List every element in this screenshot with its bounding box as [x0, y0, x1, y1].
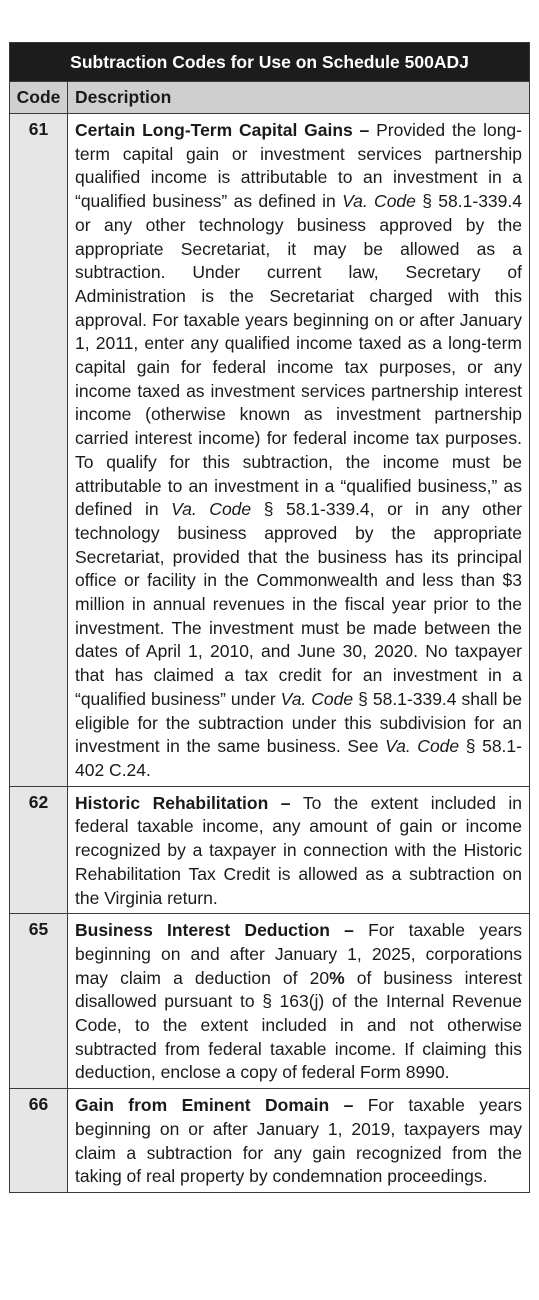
table-row — [10, 113, 529, 786]
row-code: 62 — [10, 787, 68, 914]
statute-reference: Va. Code — [342, 191, 416, 212]
row-lead-title: Certain Long-Term Capital Gains – — [75, 120, 377, 140]
row-lead-title: Historic Rehabilitation – — [75, 792, 303, 813]
subtraction-codes-table — [9, 42, 530, 1193]
table-row — [10, 913, 529, 1088]
row-lead-title: Gain from Eminent Domain – — [75, 1095, 368, 1116]
row-text: Provided the long-term capital gain or investment services partnership qualified income is attributable to an investment in a “qualified business” as defined in — [75, 120, 522, 212]
row-description — [68, 914, 529, 1088]
row-description — [68, 787, 529, 914]
row-text: of business interest disallowed pursuant to § 163(j) of the Internal Revenue Code, to the extent included in and not otherwise subtracted from federal taxable income. If claiming this deduction, enclose a copy of federal Form 8990. — [75, 967, 522, 1083]
row-description — [68, 114, 529, 786]
percent-sign: % — [329, 967, 345, 988]
table-row — [10, 1088, 529, 1192]
row-text: For taxable years beginning on or after January 1, 2019, taxpayers may claim a subtraction for any gain recognized from the taking of real property by condemnation proceedings. — [75, 1095, 522, 1187]
row-text: § 58.1-339.4, or in any other technology business approved by the appropriate Secretariat, provided that the business has its principal office or facility in the Commonwealth and less than $3 million in annual revenues in the fiscal year prior to the investment. The investment must be made between the dates of April 1, 2010, and June 30, 2020. No taxpayer that has claimed a tax credit for an investment in a “qualified business” under — [75, 499, 523, 709]
statute-reference: Va. Code — [385, 736, 460, 757]
row-code: 65 — [10, 914, 68, 1088]
column-header-description: Description — [75, 87, 172, 107]
row-text: For taxable years beginning on and after January 1, 2025, corporations may claim a deduction of 20 — [75, 920, 522, 988]
row-code: 61 — [10, 114, 68, 786]
table-row — [10, 786, 529, 914]
row-description — [68, 1089, 529, 1192]
statute-reference: Va. Code — [171, 499, 252, 520]
row-text: § 58.1-339.4 shall be eligible for the subtraction under this subdivision for an investment in the same business. See — [75, 688, 522, 757]
table-title: Subtraction Codes for Use on Schedule 500ADJ — [10, 43, 529, 81]
row-text: To the extent included in federal taxable income, any amount of gain or income recognized by a taxpayer in connection with the Historic Rehabilitation Tax Credit is allowed as a subtraction on the Virginia return. — [75, 792, 522, 908]
table-header-row — [10, 81, 529, 113]
row-code: 66 — [10, 1089, 68, 1192]
row-lead-title: Business Interest Deduction – — [75, 920, 369, 941]
statute-reference: Va. Code — [280, 688, 354, 709]
column-header-code: Code — [10, 82, 68, 113]
row-text: § 58.1-339.4 or any other technology business approved by the appropriate Secretariat, it may be allowed as a subtraction. Under current law, Secretary of Administration is the Secretariat charged with this approval. For taxable years beginning on or after January 1, 2011, enter any qualified income taxed as a long-term capital gain for federal income tax purposes, or any income taxed as investment services partnership interest income (otherwise known as investment partnership carried interest income) for federal income tax purposes. To qualify for this subtraction, the income must be attributable to an investment in a “qualified business,” as defined in — [75, 191, 522, 520]
row-text: § 58.1-402 C.24. — [75, 736, 522, 780]
